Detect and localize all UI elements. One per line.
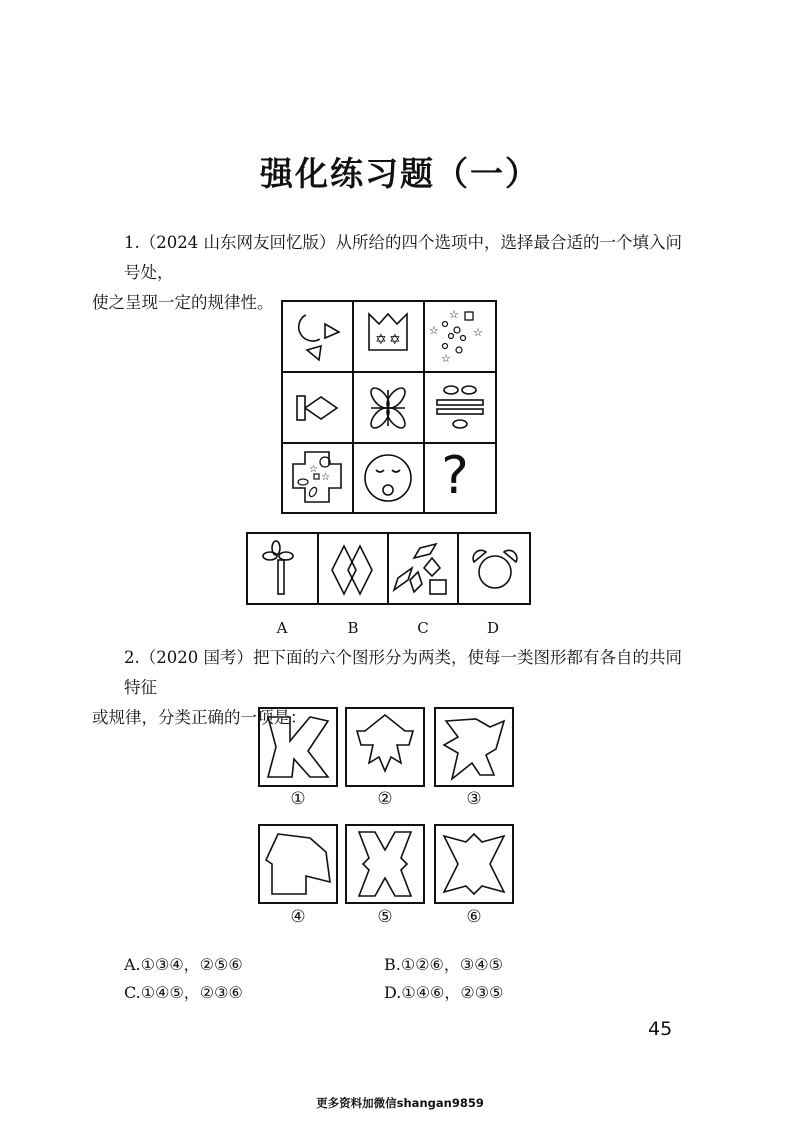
- option-label-c: C: [417, 619, 429, 637]
- answer-option-a[interactable]: [124, 952, 243, 975]
- answer-option-c[interactable]: [124, 980, 243, 1003]
- answer-option-a-letter: A.: [124, 955, 141, 974]
- option-a-figure: [263, 541, 293, 594]
- answer-option-b-text: ①②⑥，③④⑤: [400, 955, 503, 974]
- svg-text:☆: ☆: [441, 352, 451, 365]
- svg-text:☆: ☆: [321, 472, 330, 483]
- grid-cell-ovals-bars: [437, 386, 483, 428]
- option-c-figure: [394, 544, 446, 594]
- answer-option-d[interactable]: [384, 980, 503, 1003]
- svg-text:☆: ☆: [449, 308, 459, 321]
- option-label-b: B: [347, 619, 359, 637]
- question-1-line-1: 1.（2024 山东网友回忆版）从所给的四个选项中，选择最合适的一个填入问号处，: [124, 233, 682, 282]
- grid-cell-stars-circles: [429, 308, 483, 365]
- svg-text:✡: ✡: [389, 332, 401, 348]
- figure-label-1: ①: [290, 789, 306, 809]
- answer-option-b-letter: B.: [384, 955, 401, 974]
- question-2-figure-3: [434, 707, 514, 787]
- question-2-figure-2: [345, 707, 425, 787]
- question-2-figure-1: [258, 707, 338, 787]
- answer-option-d-text: ①④⑥，②③⑤: [401, 983, 504, 1002]
- question-2-line-1: 2.（2020 国考）把下面的六个图形分为两类，使每一类图形都有各自的共同特征: [124, 648, 682, 697]
- question-2-figure-5: [345, 824, 425, 904]
- figure-label-2: ②: [377, 789, 393, 809]
- answer-option-a-text: ①③④，②⑤⑥: [140, 955, 243, 974]
- option-b-figure: [332, 546, 372, 594]
- grid-cell-moon-triangles: [294, 315, 339, 360]
- svg-text:✡: ✡: [375, 332, 387, 348]
- page-title: 强化练习题（一）: [260, 154, 540, 193]
- figure-label-4: ④: [290, 907, 306, 927]
- grid-cell-flower: [368, 385, 409, 431]
- question-2-figure-4: [258, 824, 338, 904]
- question-2-figure-6: [434, 824, 514, 904]
- grid-cell-smiley: [365, 455, 411, 501]
- question-mark: ?: [441, 446, 469, 506]
- answer-option-b[interactable]: [384, 952, 503, 975]
- answer-option-d-letter: D.: [384, 983, 402, 1002]
- question-1-line-2: 使之呈现一定的规律性。: [92, 293, 274, 312]
- svg-text:☆: ☆: [429, 324, 439, 337]
- grid-cell-bar-diamond: [297, 396, 337, 420]
- footer-text: 更多资料加微信shangan9859: [316, 1096, 484, 1110]
- grid-cell-crown-stars: [369, 314, 407, 350]
- grid-cell-cross-shapes: [293, 452, 341, 502]
- question-2-line-2: 或规律，分类正确的一项是：: [92, 708, 307, 727]
- figure-label-5: ⑤: [377, 907, 393, 927]
- svg-text:☆: ☆: [309, 464, 318, 475]
- figure-label-3: ③: [466, 789, 482, 809]
- option-label-a: A: [276, 619, 288, 637]
- answer-option-c-letter: C.: [124, 983, 141, 1002]
- answer-option-c-text: ①④⑤，②③⑥: [140, 983, 243, 1002]
- question-1-options: [246, 532, 531, 605]
- figure-label-6: ⑥: [466, 907, 482, 927]
- option-d-figure: [473, 550, 517, 588]
- option-label-d: D: [486, 619, 500, 637]
- svg-text:☆: ☆: [473, 326, 483, 339]
- page-number: 45: [648, 1018, 673, 1040]
